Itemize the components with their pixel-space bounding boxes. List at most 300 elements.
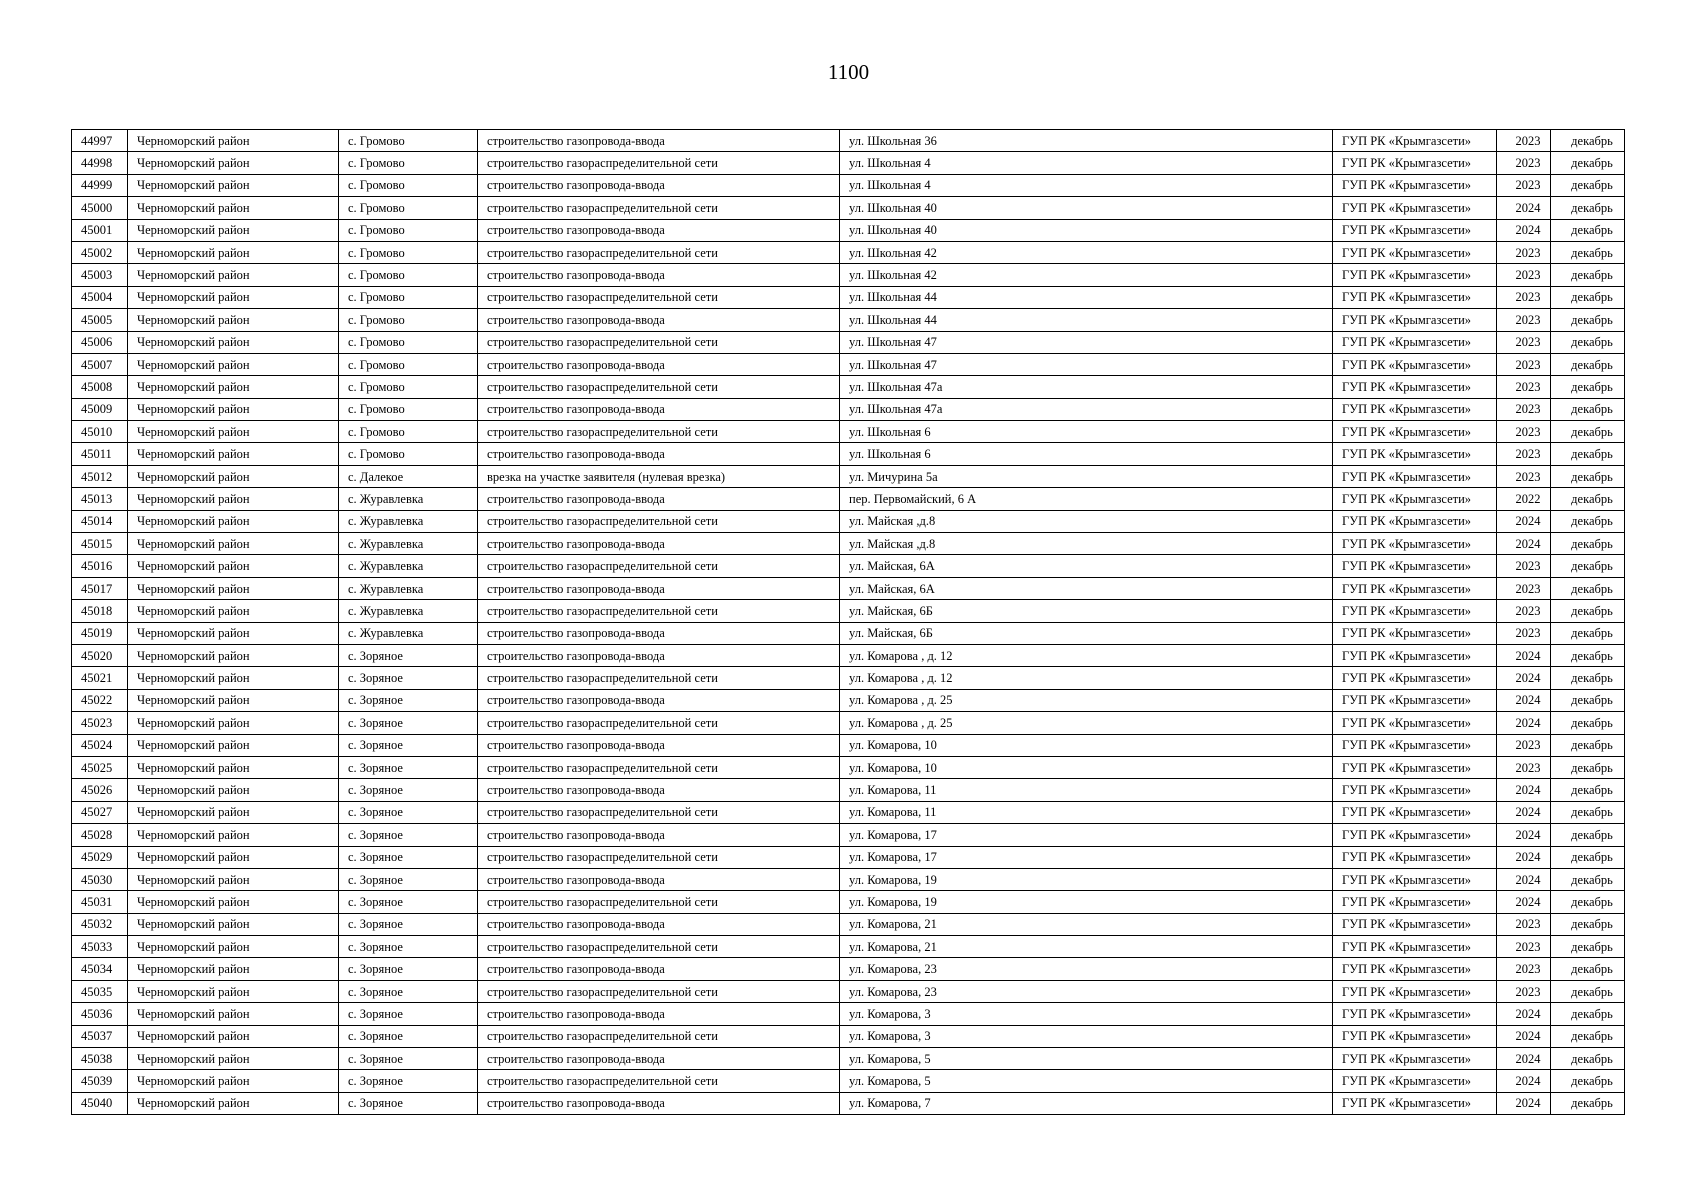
cell-district: Черноморский район <box>128 174 339 196</box>
cell-organization: ГУП РК «Крымгазсети» <box>1333 577 1497 599</box>
cell-record-number: 45000 <box>72 197 128 219</box>
cell-year: 2024 <box>1497 510 1551 532</box>
cell-address: ул. Школьная 6 <box>840 421 1333 443</box>
cell-address: ул. Школьная 44 <box>840 309 1333 331</box>
cell-year: 2024 <box>1497 1092 1551 1114</box>
cell-work-type: строительство газораспределительной сети <box>478 421 840 443</box>
cell-year: 2024 <box>1497 1003 1551 1025</box>
cell-month: декабрь <box>1551 309 1625 331</box>
cell-record-number: 45009 <box>72 398 128 420</box>
cell-district: Черноморский район <box>128 510 339 532</box>
cell-settlement: с. Зоряное <box>339 1048 478 1070</box>
cell-settlement: с. Зоряное <box>339 1070 478 1092</box>
cell-record-number: 45040 <box>72 1092 128 1114</box>
cell-year: 2023 <box>1497 980 1551 1002</box>
cell-district: Черноморский район <box>128 465 339 487</box>
table-row <box>72 891 1625 913</box>
cell-year: 2024 <box>1497 824 1551 846</box>
cell-record-number: 45029 <box>72 846 128 868</box>
cell-address: ул. Комарова , д. 12 <box>840 644 1333 666</box>
cell-district: Черноморский район <box>128 756 339 778</box>
cell-settlement: с. Громово <box>339 130 478 152</box>
table-row <box>72 421 1625 443</box>
cell-address: ул. Майская, 6Б <box>840 622 1333 644</box>
table-row <box>72 913 1625 935</box>
cell-settlement: с. Громово <box>339 331 478 353</box>
cell-organization: ГУП РК «Крымгазсети» <box>1333 264 1497 286</box>
cell-district: Черноморский район <box>128 488 339 510</box>
cell-month: декабрь <box>1551 286 1625 308</box>
cell-address: ул. Комарова, 5 <box>840 1070 1333 1092</box>
cell-month: декабрь <box>1551 130 1625 152</box>
cell-work-type: строительство газопровода-ввода <box>478 309 840 331</box>
cell-settlement: с. Зоряное <box>339 667 478 689</box>
cell-organization: ГУП РК «Крымгазсети» <box>1333 465 1497 487</box>
cell-district: Черноморский район <box>128 331 339 353</box>
cell-district: Черноморский район <box>128 286 339 308</box>
cell-district: Черноморский район <box>128 421 339 443</box>
cell-year: 2024 <box>1497 779 1551 801</box>
cell-work-type: строительство газопровода-ввода <box>478 734 840 756</box>
cell-work-type: строительство газораспределительной сети <box>478 600 840 622</box>
table-row <box>72 152 1625 174</box>
cell-organization: ГУП РК «Крымгазсети» <box>1333 1003 1497 1025</box>
table-row <box>72 667 1625 689</box>
cell-year: 2023 <box>1497 331 1551 353</box>
cell-settlement: с. Зоряное <box>339 1003 478 1025</box>
cell-organization: ГУП РК «Крымгазсети» <box>1333 331 1497 353</box>
cell-work-type: строительство газораспределительной сети <box>478 1025 840 1047</box>
cell-month: декабрь <box>1551 398 1625 420</box>
table-row <box>72 958 1625 980</box>
table-row <box>72 801 1625 823</box>
cell-work-type: строительство газопровода-ввода <box>478 488 840 510</box>
cell-year: 2023 <box>1497 936 1551 958</box>
cell-work-type: строительство газораспределительной сети <box>478 286 840 308</box>
cell-work-type: строительство газораспределительной сети <box>478 510 840 532</box>
cell-district: Черноморский район <box>128 264 339 286</box>
cell-month: декабрь <box>1551 241 1625 263</box>
cell-organization: ГУП РК «Крымгазсети» <box>1333 712 1497 734</box>
cell-organization: ГУП РК «Крымгазсети» <box>1333 488 1497 510</box>
cell-organization: ГУП РК «Крымгазсети» <box>1333 219 1497 241</box>
table-row <box>72 286 1625 308</box>
cell-year: 2023 <box>1497 376 1551 398</box>
cell-address: ул. Комарова, 23 <box>840 958 1333 980</box>
cell-organization: ГУП РК «Крымгазсети» <box>1333 980 1497 1002</box>
table-row <box>72 353 1625 375</box>
cell-record-number: 45011 <box>72 443 128 465</box>
cell-district: Черноморский район <box>128 734 339 756</box>
cell-month: декабрь <box>1551 801 1625 823</box>
cell-settlement: с. Громово <box>339 309 478 331</box>
cell-district: Черноморский район <box>128 533 339 555</box>
cell-work-type: строительство газопровода-ввода <box>478 824 840 846</box>
cell-settlement: с. Зоряное <box>339 712 478 734</box>
table-row <box>72 980 1625 1002</box>
table-row <box>72 465 1625 487</box>
cell-year: 2023 <box>1497 174 1551 196</box>
cell-work-type: строительство газопровода-ввода <box>478 868 840 890</box>
cell-organization: ГУП РК «Крымгазсети» <box>1333 824 1497 846</box>
cell-organization: ГУП РК «Крымгазсети» <box>1333 555 1497 577</box>
cell-month: декабрь <box>1551 936 1625 958</box>
cell-address: ул. Майская ,д.8 <box>840 510 1333 532</box>
cell-work-type: строительство газораспределительной сети <box>478 891 840 913</box>
cell-settlement: с. Громово <box>339 376 478 398</box>
cell-settlement: с. Журавлевка <box>339 488 478 510</box>
cell-address: ул. Школьная 42 <box>840 241 1333 263</box>
cell-address: ул. Школьная 40 <box>840 219 1333 241</box>
cell-month: декабрь <box>1551 779 1625 801</box>
cell-settlement: с. Громово <box>339 174 478 196</box>
cell-district: Черноморский район <box>128 622 339 644</box>
cell-district: Черноморский район <box>128 1003 339 1025</box>
cell-month: декабрь <box>1551 667 1625 689</box>
cell-district: Черноморский район <box>128 689 339 711</box>
cell-work-type: строительство газопровода-ввода <box>478 130 840 152</box>
cell-district: Черноморский район <box>128 980 339 1002</box>
cell-record-number: 45002 <box>72 241 128 263</box>
cell-year: 2023 <box>1497 130 1551 152</box>
table-row <box>72 846 1625 868</box>
cell-month: декабрь <box>1551 1048 1625 1070</box>
cell-year: 2022 <box>1497 488 1551 510</box>
cell-record-number: 45035 <box>72 980 128 1002</box>
cell-district: Черноморский район <box>128 600 339 622</box>
table-row <box>72 443 1625 465</box>
cell-work-type: строительство газопровода-ввода <box>478 1048 840 1070</box>
cell-year: 2024 <box>1497 667 1551 689</box>
cell-month: декабрь <box>1551 510 1625 532</box>
table-row <box>72 197 1625 219</box>
cell-year: 2024 <box>1497 891 1551 913</box>
cell-year: 2023 <box>1497 286 1551 308</box>
cell-record-number: 45023 <box>72 712 128 734</box>
cell-year: 2023 <box>1497 756 1551 778</box>
cell-work-type: строительство газопровода-ввода <box>478 174 840 196</box>
cell-work-type: строительство газораспределительной сети <box>478 241 840 263</box>
cell-year: 2023 <box>1497 309 1551 331</box>
cell-record-number: 45018 <box>72 600 128 622</box>
cell-work-type: строительство газораспределительной сети <box>478 1070 840 1092</box>
cell-year: 2023 <box>1497 577 1551 599</box>
cell-address: ул. Комарова, 23 <box>840 980 1333 1002</box>
cell-district: Черноморский район <box>128 913 339 935</box>
cell-record-number: 44997 <box>72 130 128 152</box>
cell-month: декабрь <box>1551 331 1625 353</box>
cell-work-type: строительство газопровода-ввода <box>478 353 840 375</box>
cell-settlement: с. Журавлевка <box>339 622 478 644</box>
cell-record-number: 45007 <box>72 353 128 375</box>
cell-month: декабрь <box>1551 264 1625 286</box>
cell-month: декабрь <box>1551 174 1625 196</box>
cell-year: 2023 <box>1497 622 1551 644</box>
table-row <box>72 533 1625 555</box>
cell-month: декабрь <box>1551 465 1625 487</box>
cell-record-number: 45032 <box>72 913 128 935</box>
cell-month: декабрь <box>1551 488 1625 510</box>
cell-address: ул. Майская, 6Б <box>840 600 1333 622</box>
cell-organization: ГУП РК «Крымгазсети» <box>1333 152 1497 174</box>
cell-record-number: 45001 <box>72 219 128 241</box>
cell-address: ул. Школьная 47а <box>840 398 1333 420</box>
table-row <box>72 510 1625 532</box>
cell-record-number: 45027 <box>72 801 128 823</box>
cell-settlement: с. Журавлевка <box>339 533 478 555</box>
cell-settlement: с. Громово <box>339 443 478 465</box>
cell-work-type: строительство газопровода-ввода <box>478 644 840 666</box>
cell-district: Черноморский район <box>128 555 339 577</box>
cell-settlement: с. Громово <box>339 241 478 263</box>
cell-address: ул. Школьная 40 <box>840 197 1333 219</box>
cell-settlement: с. Зоряное <box>339 1092 478 1114</box>
cell-work-type: строительство газораспределительной сети <box>478 376 840 398</box>
cell-work-type: строительство газопровода-ввода <box>478 689 840 711</box>
table-row <box>72 734 1625 756</box>
cell-month: декабрь <box>1551 1003 1625 1025</box>
cell-month: декабрь <box>1551 958 1625 980</box>
cell-record-number: 45034 <box>72 958 128 980</box>
cell-organization: ГУП РК «Крымгазсети» <box>1333 756 1497 778</box>
cell-year: 2024 <box>1497 533 1551 555</box>
cell-record-number: 45006 <box>72 331 128 353</box>
cell-month: декабрь <box>1551 756 1625 778</box>
table-row <box>72 1092 1625 1114</box>
cell-month: декабрь <box>1551 353 1625 375</box>
cell-year: 2023 <box>1497 958 1551 980</box>
cell-settlement: с. Журавлевка <box>339 555 478 577</box>
cell-district: Черноморский район <box>128 801 339 823</box>
cell-work-type: строительство газопровода-ввода <box>478 1092 840 1114</box>
table-row <box>72 555 1625 577</box>
cell-settlement: с. Зоряное <box>339 824 478 846</box>
table-row <box>72 1070 1625 1092</box>
table-row <box>72 1025 1625 1047</box>
cell-record-number: 45030 <box>72 868 128 890</box>
cell-address: ул. Комарова, 7 <box>840 1092 1333 1114</box>
cell-work-type: строительство газораспределительной сети <box>478 667 840 689</box>
table-body <box>72 130 1625 1115</box>
cell-record-number: 45004 <box>72 286 128 308</box>
cell-year: 2023 <box>1497 600 1551 622</box>
table-row <box>72 130 1625 152</box>
cell-settlement: с. Журавлевка <box>339 600 478 622</box>
cell-address: ул. Комарова, 19 <box>840 868 1333 890</box>
cell-district: Черноморский район <box>128 241 339 263</box>
cell-month: декабрь <box>1551 555 1625 577</box>
cell-organization: ГУП РК «Крымгазсети» <box>1333 443 1497 465</box>
cell-district: Черноморский район <box>128 644 339 666</box>
cell-year: 2024 <box>1497 197 1551 219</box>
cell-address: ул. Комарова, 11 <box>840 779 1333 801</box>
cell-work-type: строительство газопровода-ввода <box>478 264 840 286</box>
cell-year: 2023 <box>1497 421 1551 443</box>
cell-organization: ГУП РК «Крымгазсети» <box>1333 376 1497 398</box>
cell-settlement: с. Зоряное <box>339 913 478 935</box>
cell-district: Черноморский район <box>128 824 339 846</box>
cell-district: Черноморский район <box>128 891 339 913</box>
cell-record-number: 45037 <box>72 1025 128 1047</box>
cell-address: ул. Школьная 47а <box>840 376 1333 398</box>
cell-settlement: с. Журавлевка <box>339 510 478 532</box>
cell-work-type: строительство газораспределительной сети <box>478 331 840 353</box>
cell-work-type: врезка на участке заявителя (нулевая врезка) <box>478 465 840 487</box>
cell-address: ул. Комарова, 17 <box>840 846 1333 868</box>
cell-organization: ГУП РК «Крымгазсети» <box>1333 689 1497 711</box>
cell-organization: ГУП РК «Крымгазсети» <box>1333 421 1497 443</box>
table-row <box>72 241 1625 263</box>
cell-organization: ГУП РК «Крымгазсети» <box>1333 600 1497 622</box>
cell-organization: ГУП РК «Крымгазсети» <box>1333 533 1497 555</box>
cell-month: декабрь <box>1551 443 1625 465</box>
cell-district: Черноморский район <box>128 868 339 890</box>
cell-address: ул. Школьная 36 <box>840 130 1333 152</box>
cell-district: Черноморский район <box>128 667 339 689</box>
cell-address: ул. Комарова, 10 <box>840 756 1333 778</box>
cell-address: ул. Майская, 6А <box>840 577 1333 599</box>
cell-address: ул. Комарова, 5 <box>840 1048 1333 1070</box>
cell-work-type: строительство газопровода-ввода <box>478 219 840 241</box>
cell-settlement: с. Журавлевка <box>339 577 478 599</box>
cell-organization: ГУП РК «Крымгазсети» <box>1333 644 1497 666</box>
cell-organization: ГУП РК «Крымгазсети» <box>1333 846 1497 868</box>
table-row <box>72 174 1625 196</box>
cell-settlement: с. Зоряное <box>339 779 478 801</box>
cell-record-number: 45015 <box>72 533 128 555</box>
cell-record-number: 44999 <box>72 174 128 196</box>
cell-month: декабрь <box>1551 980 1625 1002</box>
cell-settlement: с. Громово <box>339 197 478 219</box>
cell-address: ул. Школьная 42 <box>840 264 1333 286</box>
cell-work-type: строительство газопровода-ввода <box>478 913 840 935</box>
cell-district: Черноморский район <box>128 846 339 868</box>
table-row <box>72 644 1625 666</box>
cell-year: 2023 <box>1497 913 1551 935</box>
cell-district: Черноморский район <box>128 779 339 801</box>
cell-month: декабрь <box>1551 1025 1625 1047</box>
cell-month: декабрь <box>1551 421 1625 443</box>
cell-settlement: с. Зоряное <box>339 689 478 711</box>
cell-record-number: 44998 <box>72 152 128 174</box>
cell-organization: ГУП РК «Крымгазсети» <box>1333 510 1497 532</box>
cell-settlement: с. Зоряное <box>339 868 478 890</box>
cell-district: Черноморский район <box>128 309 339 331</box>
gas-connection-table <box>71 129 1625 1115</box>
cell-district: Черноморский район <box>128 577 339 599</box>
cell-settlement: с. Зоряное <box>339 936 478 958</box>
cell-district: Черноморский район <box>128 152 339 174</box>
cell-settlement: с. Зоряное <box>339 1025 478 1047</box>
cell-month: декабрь <box>1551 197 1625 219</box>
table-row <box>72 309 1625 331</box>
table-row <box>72 1048 1625 1070</box>
cell-organization: ГУП РК «Крымгазсети» <box>1333 353 1497 375</box>
cell-settlement: с. Зоряное <box>339 980 478 1002</box>
table-row <box>72 398 1625 420</box>
cell-address: ул. Школьная 4 <box>840 174 1333 196</box>
table-row <box>72 488 1625 510</box>
cell-work-type: строительство газораспределительной сети <box>478 152 840 174</box>
cell-organization: ГУП РК «Крымгазсети» <box>1333 801 1497 823</box>
cell-settlement: с. Зоряное <box>339 734 478 756</box>
cell-year: 2023 <box>1497 353 1551 375</box>
cell-address: ул. Комарова, 3 <box>840 1003 1333 1025</box>
cell-year: 2024 <box>1497 801 1551 823</box>
cell-address: ул. Майская, 6А <box>840 555 1333 577</box>
cell-address: ул. Комарова, 10 <box>840 734 1333 756</box>
cell-settlement: с. Далекое <box>339 465 478 487</box>
cell-month: декабрь <box>1551 644 1625 666</box>
cell-settlement: с. Зоряное <box>339 958 478 980</box>
cell-settlement: с. Громово <box>339 398 478 420</box>
cell-month: декабрь <box>1551 846 1625 868</box>
cell-record-number: 45005 <box>72 309 128 331</box>
cell-record-number: 45031 <box>72 891 128 913</box>
cell-district: Черноморский район <box>128 219 339 241</box>
table-row <box>72 376 1625 398</box>
cell-address: ул. Мичурина 5а <box>840 465 1333 487</box>
cell-organization: ГУП РК «Крымгазсети» <box>1333 197 1497 219</box>
cell-organization: ГУП РК «Крымгазсети» <box>1333 891 1497 913</box>
cell-settlement: с. Зоряное <box>339 891 478 913</box>
cell-address: ул. Майская ,д.8 <box>840 533 1333 555</box>
cell-settlement: с. Громово <box>339 264 478 286</box>
cell-year: 2024 <box>1497 846 1551 868</box>
cell-year: 2024 <box>1497 219 1551 241</box>
cell-month: декабрь <box>1551 152 1625 174</box>
cell-year: 2023 <box>1497 398 1551 420</box>
cell-address: ул. Школьная 44 <box>840 286 1333 308</box>
cell-month: декабрь <box>1551 1092 1625 1114</box>
cell-month: декабрь <box>1551 824 1625 846</box>
table-row <box>72 756 1625 778</box>
cell-record-number: 45028 <box>72 824 128 846</box>
cell-year: 2023 <box>1497 443 1551 465</box>
cell-address: ул. Комарова, 17 <box>840 824 1333 846</box>
cell-month: декабрь <box>1551 868 1625 890</box>
cell-record-number: 45013 <box>72 488 128 510</box>
cell-month: декабрь <box>1551 913 1625 935</box>
cell-settlement: с. Громово <box>339 353 478 375</box>
cell-year: 2023 <box>1497 734 1551 756</box>
cell-organization: ГУП РК «Крымгазсети» <box>1333 1070 1497 1092</box>
cell-organization: ГУП РК «Крымгазсети» <box>1333 622 1497 644</box>
table-row <box>72 264 1625 286</box>
cell-organization: ГУП РК «Крымгазсети» <box>1333 913 1497 935</box>
cell-organization: ГУП РК «Крымгазсети» <box>1333 958 1497 980</box>
cell-organization: ГУП РК «Крымгазсети» <box>1333 174 1497 196</box>
cell-organization: ГУП РК «Крымгазсети» <box>1333 130 1497 152</box>
cell-district: Черноморский район <box>128 353 339 375</box>
cell-month: декабрь <box>1551 622 1625 644</box>
cell-record-number: 45014 <box>72 510 128 532</box>
cell-record-number: 45033 <box>72 936 128 958</box>
cell-work-type: строительство газопровода-ввода <box>478 533 840 555</box>
table-row <box>72 779 1625 801</box>
table-row <box>72 689 1625 711</box>
cell-work-type: строительство газораспределительной сети <box>478 980 840 1002</box>
cell-organization: ГУП РК «Крымгазсети» <box>1333 779 1497 801</box>
cell-month: декабрь <box>1551 533 1625 555</box>
cell-address: ул. Комарова , д. 25 <box>840 712 1333 734</box>
cell-address: ул. Комарова, 21 <box>840 936 1333 958</box>
cell-work-type: строительство газопровода-ввода <box>478 779 840 801</box>
cell-record-number: 45026 <box>72 779 128 801</box>
cell-record-number: 45022 <box>72 689 128 711</box>
cell-record-number: 45039 <box>72 1070 128 1092</box>
cell-month: декабрь <box>1551 891 1625 913</box>
